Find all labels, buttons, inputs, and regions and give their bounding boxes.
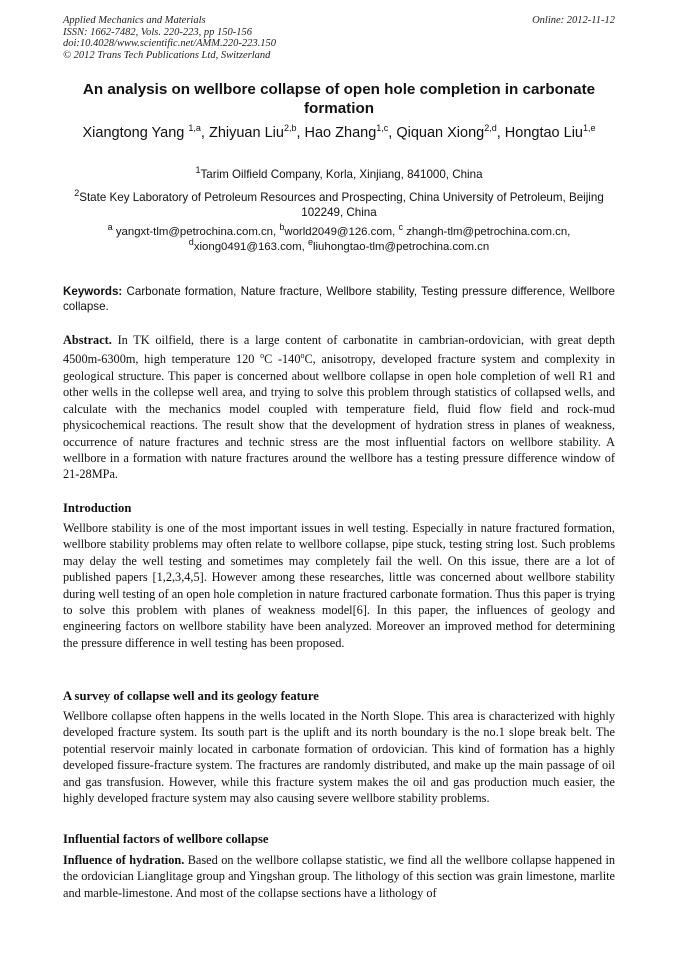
section-heading-survey: A survey of collapse well and its geology feature [63, 689, 319, 703]
affiliation-sup: 1 [195, 165, 201, 176]
email-sup: d [188, 237, 194, 248]
affiliation-1 [63, 167, 615, 182]
author-list: Xiangtong Yang $^{1,a}$, Zhiyuan Liu$^{2,b}$, Hao Zhang$^{1,c}$, Qiquan Xiong$^{2,d}$, Hongtao Liu$^{1,e}$ [82, 123, 596, 141]
email-list: $^a$ yangxt-tlm@petrochina.com.cn, $^b$world2049@126.com, $^c$ zhangh-tlm@petrochina.com.cn, $^d$xiong0491@163.com, $^e$liuhongtao-tlm@petrochina.com.cn [107, 222, 571, 253]
introduction-text [63, 520, 615, 651]
paper-title: An analysis on wellbore collapse of open hole completion in carbonate formation [82, 81, 596, 117]
section-heading-introduction: Introduction [63, 501, 132, 515]
author-name: Qiquan Xiong [396, 125, 485, 141]
degree-sup: o [300, 351, 305, 361]
affiliation-text: Tarim Oilfield Company, Korla, Xinjiang, 841000, China [200, 168, 483, 181]
abstract-block [63, 332, 615, 483]
author-sup: 2,d [484, 123, 497, 134]
survey-text [63, 708, 615, 806]
email-link[interactable]: xiong0491@163.com [193, 241, 302, 253]
keywords-text: Carbonate formation, Nature fracture, Wellbore stability, Testing pressure difference, Wellbore collapse. [63, 285, 616, 313]
affiliation-2 [63, 190, 615, 220]
author-name: Hongtao Liu [504, 125, 583, 141]
abstract-label: Abstract. [63, 333, 112, 347]
email-sup: b [279, 222, 285, 233]
author-name: Xiangtong Yang [82, 125, 185, 141]
paragraph: Wellbore collapse often happens in the wells located in the North Slope. This area is characterized with highly developed fracture system. Its south part is the uplift and its north boundary is the no.1 slope break belt. The potential reservoir mainly located in carbonate formation of ordovician. This kind of formation has a highly developed fissure-fracture system. The fractures are randomly distributed, and make up the main passage of oil and gas transfusion. However, while this fracture system makes the oil and gas production much easier, the highly developed fracture system may also causing severe wellbore stability problems. [63, 709, 615, 806]
doi-line: doi:10.4028/www.scientific.net/AMM.220-223.150 [63, 38, 276, 49]
section-heading-factors: Influential factors of wellbore collapse [63, 832, 269, 846]
keywords-label: Keywords: [63, 285, 123, 298]
email-link[interactable]: liuhongtao-tlm@petrochina.com.cn [313, 241, 490, 253]
email-sup: a [107, 222, 113, 233]
email-sup: c [398, 222, 404, 233]
email-link[interactable]: zhangh-tlm@petrochina.com.cn [406, 226, 568, 238]
author-sup: 1,c [376, 123, 389, 134]
author-sup: 2,b [283, 123, 297, 134]
copyright-line: © 2012 Trans Tech Publications Ltd, Switzerland [63, 49, 271, 61]
abstract-text: C, anisotropy, developed fracture system and complexity in geological structure. This paper is concerned about wellbore collapse in open hole completion of well R1 and other wells in the collepse well area, and trying to solve this problem through statistics of collapsed wells, and calculate with the mechanics model coupled with temperature field, fluid flow field and rock-mud physicochemical reactions. The result show that the development of hydration stress in planes of weakness, occurrence of nature fractures and technic stress are the most influential factors on wellbore stability. A wellbore in a formation with nature fractures around the wellbore has a testing pressure difference window of 21-28MPa. [63, 352, 616, 482]
degree-sup: o [260, 351, 265, 361]
author-name: Zhiyuan Liu [208, 125, 284, 141]
email-sup: e [307, 237, 313, 248]
paragraph: Based on the wellbore collapse statistic, we find all the wellbore collapse happened in the ordovician Lianglitage group and Yingshan group. The lithology of this section was grain limestone, marlite and marble-limestone. And most of the collapse sections have a lithology of [63, 853, 616, 900]
hydration-text [63, 852, 615, 901]
affiliation-sup: 2 [74, 188, 80, 199]
abstract-text: In TK oilfield, there is a large content of carbonatite in cambrian-ordovician, with great depth 4500m-6300m, high temperature 120 [63, 333, 616, 367]
author-sup: 1,a [188, 123, 201, 134]
journal-name: Applied Mechanics and Materials [63, 15, 206, 26]
author-name: Hao Zhang [304, 125, 377, 141]
online-date: Online: 2012-11-12 [532, 15, 615, 26]
email-link[interactable]: world2049@126.com [284, 226, 393, 238]
abstract-text: C -140 [264, 352, 301, 367]
hydration-label: Influence of hydration. [63, 853, 185, 867]
email-link[interactable]: yangxt-tlm@petrochina.com.cn [115, 226, 273, 238]
paragraph: Wellbore stability is one of the most important issues in well testing. Especially in nature fractured formation, wellbore stability problems may often relate to wellbore collapse, pipe stuck, testing string lost. Such problems may delay the well testing and sometimes may completely fail the well. On this issue, there are a lot of published papers [1,2,3,4,5]. However among these researches, little was concerned about wellbore stability during well testing of an open hole completion in nature fractured carbonate formation. Thus this paper is trying to solve this problem with planes of weakness model[6]. In this paper, the influences of geology and engineering factors on wellbore stability have been analyzed. Moreover an improved method for determining the pressure difference in well testing has been proposed. [63, 521, 615, 650]
author-sup: 1,e [583, 123, 596, 134]
issn-line: ISSN: 1662-7482, Vols. 220-223, pp 150-156 [63, 26, 252, 38]
affiliation-text: State Key Laboratory of Petroleum Resources and Prospecting, China University of Petroleum, Beijing 102249, China [79, 191, 604, 219]
keywords-block [63, 284, 615, 314]
journal-header [63, 15, 615, 61]
